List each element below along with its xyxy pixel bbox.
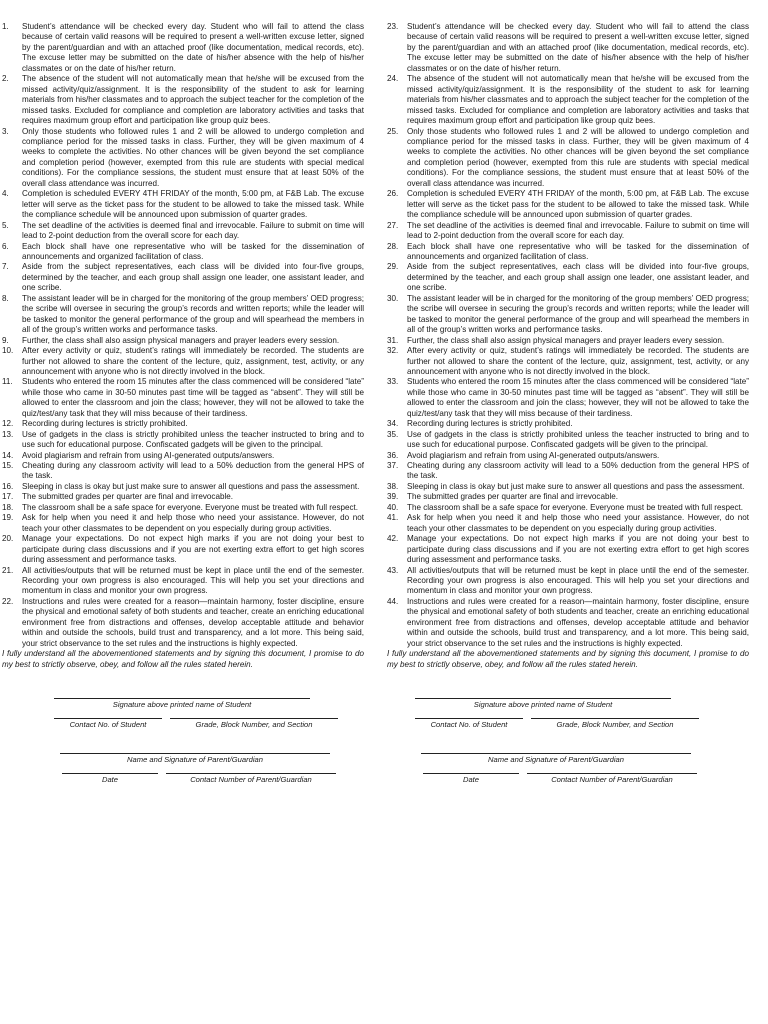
rule-text: Students who entered the room 15 minutes after the class commenced will be considered “late” while those who came in 30-50 minutes past time will be tagged as “absent”. They will still be allowed to enter the classroom and join the class; however, they will not be allowed to take the quiz/test/any task that they will miss because of their tardiness. — [407, 377, 749, 418]
rule-item — [2, 503, 364, 513]
rule-item — [2, 336, 364, 346]
rule-item — [387, 419, 749, 429]
rule-item — [2, 294, 364, 336]
rule-text: Ask for help when you need it and help those who need your assistance. However, do not teach your other classmates to be dependent on you especially during group activities. — [407, 513, 749, 533]
rule-item — [2, 221, 364, 242]
rule-text: Recording during lectures is strictly prohibited. — [22, 419, 188, 429]
rule-item — [2, 534, 364, 565]
rule-number: 13. — [2, 429, 14, 439]
rule-item — [387, 430, 749, 451]
rule-number: 17. — [2, 492, 14, 502]
grade-block-label: Grade, Block Number, and Section — [195, 720, 313, 730]
rule-number: 20. — [2, 534, 14, 544]
rule-item — [387, 503, 749, 513]
rule-text: Ask for help when you need it and help those who need your assistance. However, do not teach your other classmates to be dependent on you especially during group activities. — [22, 513, 364, 533]
rule-number: 41. — [387, 513, 399, 523]
student-contact-label: Contact No. of Student — [69, 720, 147, 730]
rule-text: Instructions and rules were created for a reason—maintain harmony, foster discipline, ensure the physical and emotional safety of both students and teacher, create an enriching educational environment free from distractions and offenses, develop acceptable attitude and behavior within and outside the schools, build trust and transparency, and a lot more. This being said, your strict observance to the set rules and the instructions is highly expected. — [22, 596, 364, 648]
rule-item — [387, 461, 749, 482]
rule-text: Cheating during any classroom activity will lead to a 50% deduction from the general HPS of the task. — [407, 461, 749, 481]
rule-item — [2, 189, 364, 220]
rule-text: Manage your expectations. Do not expect high marks if you are not doing your best to participate during class discussions and if you are not exerting extra effort to get high scores during assessment and performance tasks. — [407, 534, 749, 565]
rule-number: 2. — [2, 74, 9, 84]
parent-contact-line[interactable] — [166, 773, 336, 774]
rule-item — [387, 74, 749, 126]
rule-text: Aside from the subject representatives, each class will be divided into four-five groups, determined by the teacher, and each group shall assign one leader, one assistant leader, and one scribe. — [22, 262, 364, 293]
rule-text: Aside from the subject representatives, each class will be divided into four-five groups, determined by the teacher, and each group shall assign one leader, one assistant leader, and one scribe. — [407, 262, 749, 293]
signature-block — [2, 680, 364, 810]
rule-text: The submitted grades per quarter are final and irrevocable. — [22, 492, 234, 502]
rule-number: 3. — [2, 126, 9, 136]
rule-item — [387, 482, 749, 492]
rule-text: The absence of the student will not automatically mean that he/she will be excused from the missed activity/quiz/assignment. It is the responsibility of the student to ask for learning materials from his/her classmates and to approach the subject teacher for the completion of the missed tasks. Excluded for compliance and completion are laboratory activities and tasks that requires maximum group effort and participation like group quiz bees. — [22, 74, 364, 126]
rule-text: Student’s attendance will be checked every day. Student who will fail to attend the class because of certain valid reasons will be required to present a well-written excuse letter, signed by the parent/guardian and with an attached proof (like documentation, medical records, etc). The excuse letter may be submitted on the date of his/her absence with the help of his/her classmates or on the date of his/her return. — [407, 22, 749, 73]
date-line[interactable] — [62, 773, 158, 774]
rule-number: 31. — [387, 335, 399, 345]
rule-number: 29. — [387, 262, 399, 272]
right-copy — [387, 22, 749, 810]
rule-number: 11. — [2, 377, 13, 387]
rule-text: Recording during lectures is strictly prohibited. — [407, 419, 573, 429]
parent-signature-label: Name and Signature of Parent/Guardian — [127, 755, 263, 765]
rule-number: 26. — [387, 189, 399, 199]
rule-number: 8. — [2, 293, 9, 303]
student-signature-label: Signature above printed name of Student — [473, 700, 613, 710]
rule-number: 21. — [2, 565, 14, 575]
rule-text: Further, the class shall also assign physical managers and prayer leaders every session. — [22, 335, 340, 345]
rule-item — [387, 566, 749, 597]
rule-text: Completion is scheduled EVERY 4TH FRIDAY of the month, 5:00 pm, at F&B Lab. The excuse letter will serve as the ticket pass for the student to be allowed to take the missed task. While the compliance schedule will be announced upon submission of quarter grades. — [407, 189, 749, 220]
parent-contact-label: Contact Number of Parent/Guardian — [551, 775, 673, 785]
rule-item — [387, 534, 749, 565]
parent-signature-label: Name and Signature of Parent/Guardian — [488, 755, 624, 765]
rule-item — [2, 430, 364, 451]
rule-number: 1. — [2, 22, 9, 31]
rule-text: Further, the class shall also assign physical managers and prayer leaders every session. — [407, 335, 725, 345]
rule-item — [387, 513, 749, 534]
rules-list-right — [387, 22, 749, 649]
date-line[interactable] — [423, 773, 519, 774]
student-signature-label: Signature above printed name of Student — [112, 700, 252, 710]
rule-item — [387, 221, 749, 242]
rule-item — [387, 336, 749, 346]
rule-number: 33. — [387, 377, 399, 387]
rule-number: 39. — [387, 492, 399, 502]
parent-signature-line[interactable] — [421, 753, 691, 754]
rule-number: 24. — [387, 74, 399, 84]
rule-number: 15. — [2, 461, 14, 471]
rule-text: Each block shall have one representative who will be tasked for the dissemination of announcements and organized facilitation of class. — [407, 241, 749, 261]
rule-number: 22. — [2, 596, 14, 606]
rule-text: Manage your expectations. Do not expect high marks if you are not doing your best to participate during class discussions and if you are not exerting extra effort to get high scores during assessment and performance tasks. — [22, 534, 364, 565]
rule-number: 5. — [2, 220, 9, 230]
rule-text: The absence of the student will not automatically mean that he/she will be excused from the missed activity/quiz/assignment. It is the responsibility of the student to ask for learning materials from his/her classmates and to approach the subject teacher for the completion of the missed tasks. Excluded for compliance and completion are laboratory activities and tasks that requires maximum group effort and participation like group quiz bees. — [407, 74, 749, 126]
rule-number: 43. — [387, 565, 399, 575]
rule-number: 32. — [387, 346, 399, 356]
grade-block-label: Grade, Block Number, and Section — [556, 720, 674, 730]
rule-item — [2, 22, 364, 74]
rule-text: The assistant leader will be in charged for the monitoring of the group members’ OED progress; the scribe will oversee in securing the group’s records and written reports; while the leader will be tasked to monitor the general performance of the group and will spearhead the members in all of the group’s written works and performance tasks. — [407, 293, 749, 335]
rule-number: 28. — [387, 241, 399, 251]
rule-number: 25. — [387, 126, 399, 136]
rule-item — [2, 566, 364, 597]
rule-number: 9. — [2, 335, 9, 345]
rule-item — [2, 597, 364, 649]
rule-item — [2, 262, 364, 293]
rule-number: 10. — [2, 346, 14, 356]
rule-number: 16. — [2, 481, 14, 491]
rule-text: Only those students who followed rules 1 and 2 will be allowed to undergo completion and compliance period for the missed tasks in class. Further, they will be given maximum of 4 weeks to complete the activities. No other chances will be given beyond the set compliance and completion period (however, exempted from this rule are students with special medical conditions). For the compliance sessions, the student must ensure that at least 50% of the overall class attendance was incurred. — [407, 126, 749, 188]
rule-text: After every activity or quiz, student’s ratings will immediately be recorded. The students are further not allowed to share the content of the lecture, quiz, assignment, test, activity, or any announcement with anyone who is not directly involved in the block. — [22, 346, 364, 376]
rule-number: 36. — [387, 450, 399, 460]
rule-number: 23. — [387, 22, 399, 31]
student-signature-line[interactable] — [54, 698, 310, 699]
date-label: Date — [101, 775, 119, 785]
rule-text: Use of gadgets in the class is strictly prohibited unless the teacher instructed to bring and to use such for educational purpose. Confiscated gadgets will be given to the principal. — [22, 429, 364, 450]
rule-number: 19. — [2, 513, 14, 523]
rule-number: 4. — [2, 189, 9, 199]
rule-text: Use of gadgets in the class is strictly prohibited unless the teacher instructed to bring and to use such for educational purpose. Confiscated gadgets will be given to the principal. — [407, 429, 749, 450]
pledge-statement: I fully understand all the abovementioned statements and by signing this document, I promise to do my best to strictly observe, obey, and follow all the rules stated herein. — [387, 649, 749, 669]
rules-list-left — [2, 22, 364, 649]
rule-text: The set deadline of the activities is deemed final and irrevocable. Failure to submit on time will lead to 2-point deduction from the overall score for each day. — [22, 220, 364, 241]
rule-text: Student’s attendance will be checked every day. Student who will fail to attend the class because of certain valid reasons will be required to present a well-written excuse letter, signed by the parent/guardian and with an attached proof (like documentation, medical records, etc). The excuse letter may be submitted on the date of his/her absence with the help of his/her classmates or on the date of his/her return. — [22, 22, 364, 73]
student-contact-label: Contact No. of Student — [430, 720, 508, 730]
parent-contact-label: Contact Number of Parent/Guardian — [190, 775, 312, 785]
rule-text: Cheating during any classroom activity will lead to a 50% deduction from the general HPS of the task. — [22, 461, 364, 481]
rule-item — [2, 419, 364, 429]
rule-number: 7. — [2, 262, 9, 272]
rule-number: 6. — [2, 241, 9, 251]
rule-number: 44. — [387, 596, 399, 606]
rule-item — [387, 294, 749, 336]
rule-item — [387, 189, 749, 220]
rule-item — [387, 492, 749, 502]
rule-item — [2, 451, 364, 461]
rule-text: Avoid plagiarism and refrain from using AI-generated outputs/answers. — [22, 450, 275, 460]
rule-number: 18. — [2, 502, 14, 512]
rule-number: 40. — [387, 502, 399, 512]
rule-item — [387, 22, 749, 74]
rule-text: Instructions and rules were created for a reason—maintain harmony, foster discipline, ensure the physical and emotional safety of both students and teacher, create an enriching educational environment free from distractions and offenses, develop acceptable attitude and behavior within and outside the schools, build trust and transparency, and a lot more. This being said, your strict observance to the set rules and the instructions is highly expected. — [407, 596, 749, 648]
rule-item — [387, 127, 749, 190]
grade-block-line[interactable] — [531, 718, 699, 719]
rule-text: The submitted grades per quarter are final and irrevocable. — [407, 492, 619, 502]
rule-text: Sleeping in class is okay but just make sure to answer all questions and pass the assessment. — [407, 481, 745, 491]
rule-number: 38. — [387, 481, 399, 491]
student-signature-line[interactable] — [415, 698, 671, 699]
rule-text: Only those students who followed rules 1 and 2 will be allowed to undergo completion and compliance period for the missed tasks in class. Further, they will be given maximum of 4 weeks to complete the activities. No other chances will be given beyond the set compliance and completion period (however, exempted from this rule are students with special medical conditions). For the compliance sessions, the student must ensure that at least 50% of the overall class attendance was incurred. — [22, 126, 364, 188]
parent-contact-line[interactable] — [527, 773, 697, 774]
rule-item — [387, 262, 749, 293]
student-contact-line[interactable] — [415, 718, 523, 719]
rule-number: 42. — [387, 534, 399, 544]
rule-item — [2, 377, 364, 419]
grade-block-line[interactable] — [170, 718, 338, 719]
rule-number: 27. — [387, 220, 399, 230]
rule-text: The assistant leader will be in charged for the monitoring of the group members’ OED progress; the scribe will oversee in securing the group’s records and written reports; while the leader will be tasked to monitor the general performance of the group and will spearhead the members in all of the group’s written works and performance tasks. — [22, 293, 364, 335]
rule-text: Students who entered the room 15 minutes after the class commenced will be considered “late” while those who came in 30-50 minutes past time will be tagged as “absent”. They will still be allowed to enter the classroom and join the class; however, they will not be allowed to take the quiz/test/any task that they will miss because of their tardiness. — [22, 377, 364, 418]
rule-item — [2, 74, 364, 126]
rule-item — [2, 492, 364, 502]
student-contact-line[interactable] — [54, 718, 162, 719]
rule-text: The set deadline of the activities is deemed final and irrevocable. Failure to submit on time will lead to 2-point deduction from the overall score for each day. — [407, 220, 749, 241]
rule-text: All activities/outputs that will be returned must be kept in place until the end of the semester. Recording your own progress is also encouraged. This will help you set your directions and momentum in class and monitor your own progress. — [22, 565, 364, 596]
date-label: Date — [462, 775, 480, 785]
rule-text: The classroom shall be a safe space for everyone. Everyone must be treated with full respect. — [407, 502, 744, 512]
rule-item — [2, 513, 364, 534]
rule-number: 12. — [2, 419, 14, 429]
rule-number: 30. — [387, 293, 399, 303]
rule-text: Avoid plagiarism and refrain from using AI-generated outputs/answers. — [407, 450, 660, 460]
rule-number: 34. — [387, 419, 399, 429]
rule-text: Sleeping in class is okay but just make sure to answer all questions and pass the assessment. — [22, 481, 360, 491]
signature-block — [387, 680, 749, 810]
rule-item — [387, 346, 749, 377]
rule-item — [387, 597, 749, 649]
rule-item — [387, 451, 749, 461]
rule-item — [2, 482, 364, 492]
rule-text: Completion is scheduled EVERY 4TH FRIDAY of the month, 5:00 pm, at F&B Lab. The excuse letter will serve as the ticket pass for the student to be allowed to take the missed task. While the compliance schedule will be announced upon submission of quarter grades. — [22, 189, 364, 220]
parent-signature-line[interactable] — [60, 753, 330, 754]
rule-item — [387, 377, 749, 419]
rule-item — [2, 127, 364, 190]
left-copy — [2, 22, 364, 810]
rule-item — [2, 461, 364, 482]
rule-number: 35. — [387, 429, 399, 439]
rule-text: After every activity or quiz, student’s ratings will immediately be recorded. The students are further not allowed to share the content of the lecture, quiz, assignment, test, activity, or any announcement with anyone who is not directly involved in the block. — [407, 346, 749, 376]
rule-text: All activities/outputs that will be returned must be kept in place until the end of the semester. Recording your own progress is also encouraged. This will help you set your directions and momentum in class and monitor your own progress. — [407, 565, 749, 596]
rule-text: Each block shall have one representative who will be tasked for the dissemination of announcements and organized facilitation of class. — [22, 241, 364, 261]
rule-item — [2, 346, 364, 377]
rule-item — [2, 242, 364, 263]
pledge-statement: I fully understand all the abovementioned statements and by signing this document, I promise to do my best to strictly observe, obey, and follow all the rules stated herein. — [2, 649, 364, 669]
rule-number: 37. — [387, 461, 399, 471]
rule-item — [387, 242, 749, 263]
rule-number: 14. — [2, 450, 14, 460]
rule-text: The classroom shall be a safe space for everyone. Everyone must be treated with full respect. — [22, 502, 359, 512]
